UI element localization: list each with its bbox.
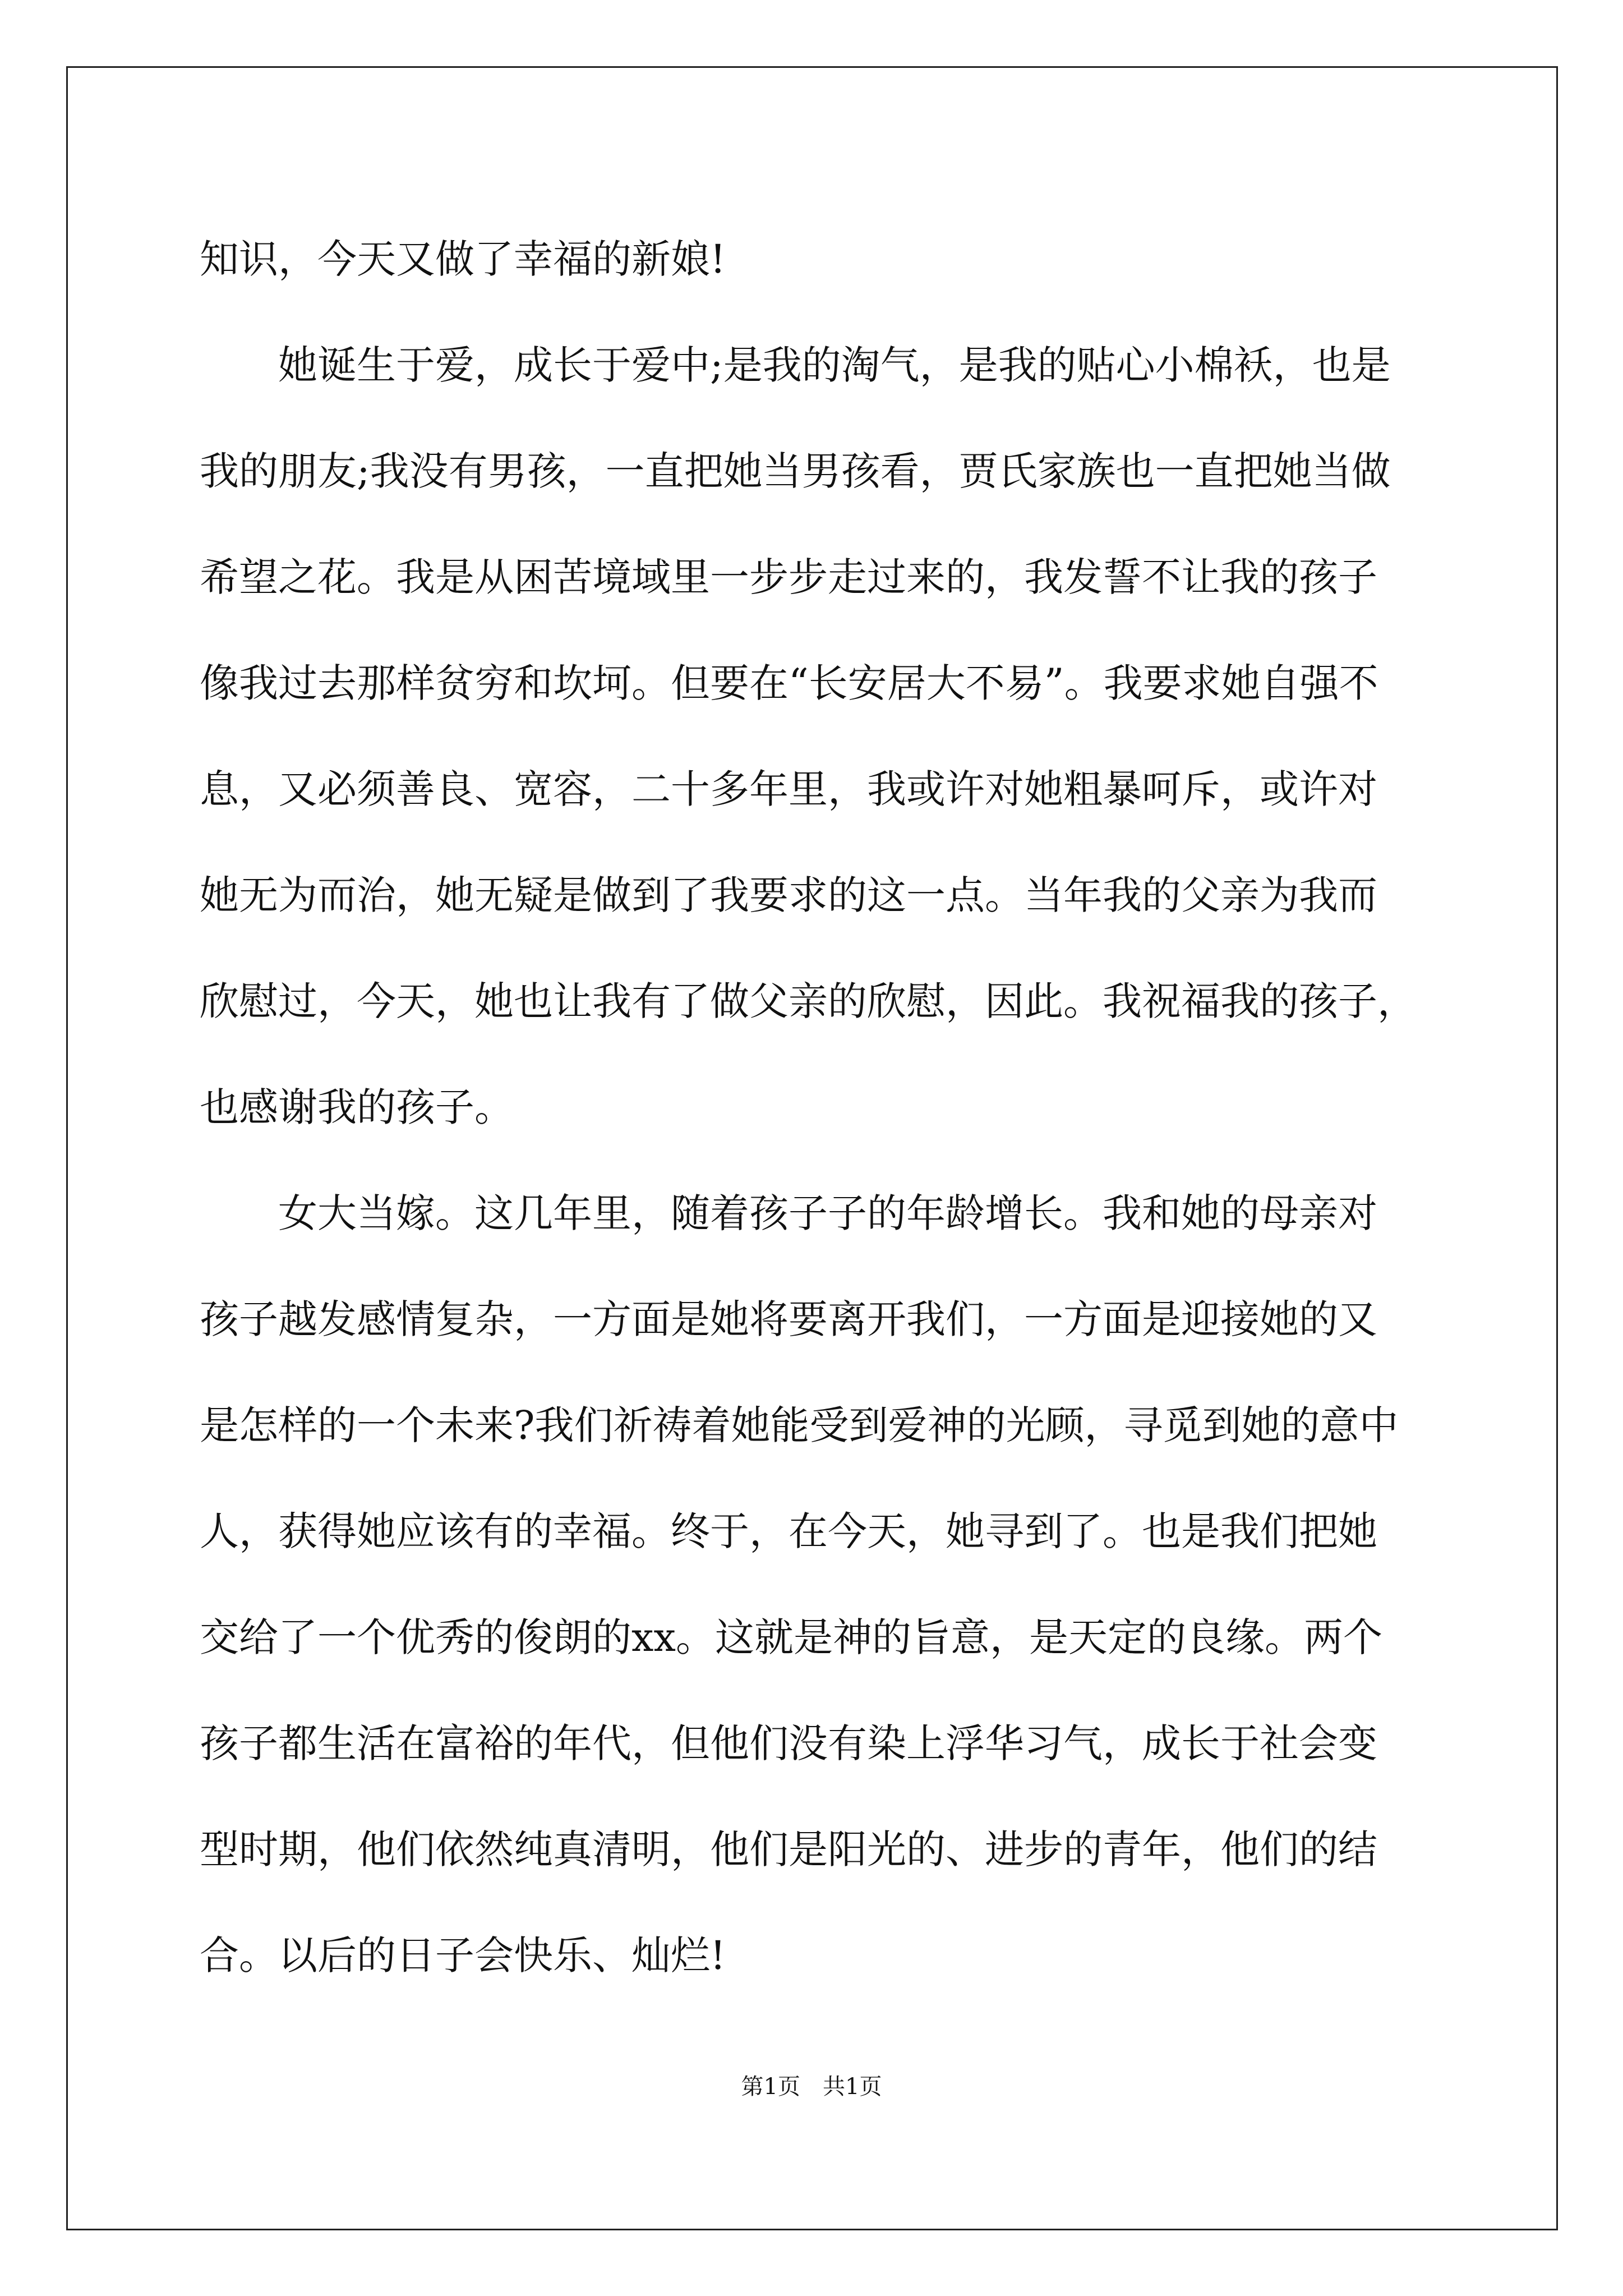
text-line: 是怎样的一个未来?我们祈祷着她能受到爱神的光顾，寻觅到她的意中 [200,1402,1399,1448]
text-line: 知识，今天又做了幸福的新娘! [200,236,726,282]
text-line: 希望之花。我是从困苦境域里一步步走过来的，我发誓不让我的孩子 [200,554,1377,600]
text-line: 孩子越发感情复杂，一方面是她将要离开我们，一方面是迎接她的又 [200,1296,1377,1342]
text-line: 合。以后的日子会快乐、灿烂! [200,1932,726,1978]
text-line: 像我过去那样贫穷和坎坷。但要在“长安居大不易”。我要求她自强不 [200,660,1378,706]
document-body [200,206,1428,2009]
text-line: 人，获得她应该有的幸福。终于，在今天，她寻到了。也是我们把她 [200,1508,1377,1554]
text-line: 我的朋友;我没有男孩，一直把她当男孩看，贾氏家族也一直把她当做 [200,448,1391,494]
text-line: 型时期，他们依然纯真清明，他们是阳光的、进步的青年，他们的结 [200,1826,1377,1872]
paragraph-first-line: 她诞生于爱，成长于爱中;是我的淘气，是我的贴心小棉袄，也是 [278,342,1391,388]
text-line: 也感谢我的孩子。 [200,1084,514,1130]
text-line: 息，又必须善良、宽容，二十多年里，我或许对她粗暴呵斥，或许对 [200,766,1377,812]
paragraph-first-line: 女大当嫁。这几年里，随着孩子子的年龄增长。我和她的母亲对 [278,1190,1377,1236]
text-line: 她无为而治，她无疑是做到了我要求的这一点。当年我的父亲为我而 [200,872,1377,918]
page-footer: 第1页 共1页 [741,2074,882,2100]
text-line: 孩子都生活在富裕的年代，但他们没有染上浮华习气，成长于社会变 [200,1720,1377,1766]
text-line: 欣慰过，今天，她也让我有了做父亲的欣慰，因此。我祝福我的孩子， [200,978,1417,1024]
text-line: 交给了一个优秀的俊朗的xx。这就是神的旨意，是天定的良缘。两个 [200,1614,1382,1660]
